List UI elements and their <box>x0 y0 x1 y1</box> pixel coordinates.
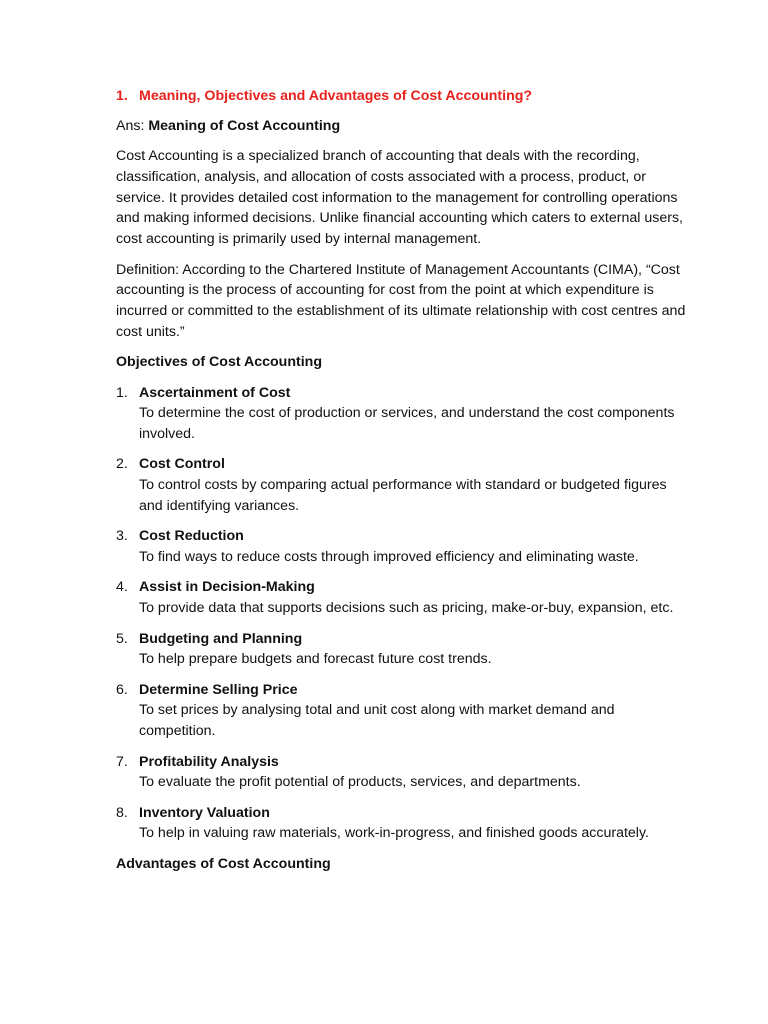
item-number: 5. <box>116 630 128 647</box>
item-description: To help prepare budgets and forecast future cost trends. <box>139 651 492 668</box>
question-text: Meaning, Objectives and Advantages of Cost Accounting? <box>139 88 533 104</box>
item-title: Cost Reduction <box>139 528 244 545</box>
item-title: Inventory Valuation <box>139 804 270 821</box>
list-item <box>116 383 686 445</box>
list-item <box>116 803 686 845</box>
answer-prefix: Ans: <box>116 117 149 134</box>
item-description: To help in valuing raw materials, work-in-progress, and finished goods accurately. <box>139 825 649 842</box>
definition-paragraph: Definition: According to the Chartered Institute of Management Accountants (CIMA), “Cost accounting is the process of accounting for cost from the point at which expenditure is incurred or committed to the establishment of its ultimate relationship with cost centres and cost units.” <box>116 261 686 340</box>
item-title: Budgeting and Planning <box>139 630 303 647</box>
item-description: To control costs by comparing actual performance with standard or budgeted figures and identifying variances. <box>139 477 667 515</box>
item-title: Assist in Decision-Making <box>139 579 315 596</box>
question-title <box>116 86 686 107</box>
item-title: Profitability Analysis <box>139 753 279 770</box>
item-title: Cost Control <box>139 456 225 473</box>
list-item <box>116 577 686 619</box>
question-number: 1. <box>116 88 128 104</box>
item-description: To find ways to reduce costs through improved efficiency and eliminating waste. <box>139 549 639 566</box>
item-description: To evaluate the profit potential of products, services, and departments. <box>139 774 581 791</box>
item-number: 2. <box>116 456 128 473</box>
meaning-heading: Meaning of Cost Accounting <box>148 117 341 134</box>
item-number: 3. <box>116 528 128 545</box>
list-item <box>116 454 686 516</box>
item-title: Determine Selling Price <box>139 681 298 698</box>
answer-heading-line <box>116 116 686 137</box>
item-description: To determine the cost of production or services, and understand the cost components involved. <box>139 405 675 443</box>
item-title: Ascertainment of Cost <box>139 384 291 401</box>
advantages-heading: Advantages of Cost Accounting <box>116 855 331 872</box>
list-item <box>116 629 686 671</box>
list-item <box>116 526 686 568</box>
item-number: 4. <box>116 579 128 596</box>
list-item <box>116 752 686 794</box>
list-item <box>116 680 686 742</box>
item-description: To provide data that supports decisions such as pricing, make-or-buy, expansion, etc. <box>139 600 674 617</box>
item-number: 8. <box>116 804 128 821</box>
document-page <box>116 86 686 884</box>
item-number: 1. <box>116 384 128 401</box>
item-number: 7. <box>116 753 128 770</box>
meaning-paragraph: Cost Accounting is a specialized branch of accounting that deals with the recording, classification, analysis, and allocation of costs associated with a process, product, or service. It provides detailed cost information to the management for controlling operations and making informed decisions. Unlike financial accounting which caters to external users, cost accounting is primarily used by internal management. <box>116 148 684 248</box>
objectives-list <box>116 383 686 845</box>
objectives-heading: Objectives of Cost Accounting <box>116 354 323 371</box>
item-number: 6. <box>116 681 128 698</box>
item-description: To set prices by analysing total and unit cost along with market demand and competition. <box>139 702 615 740</box>
